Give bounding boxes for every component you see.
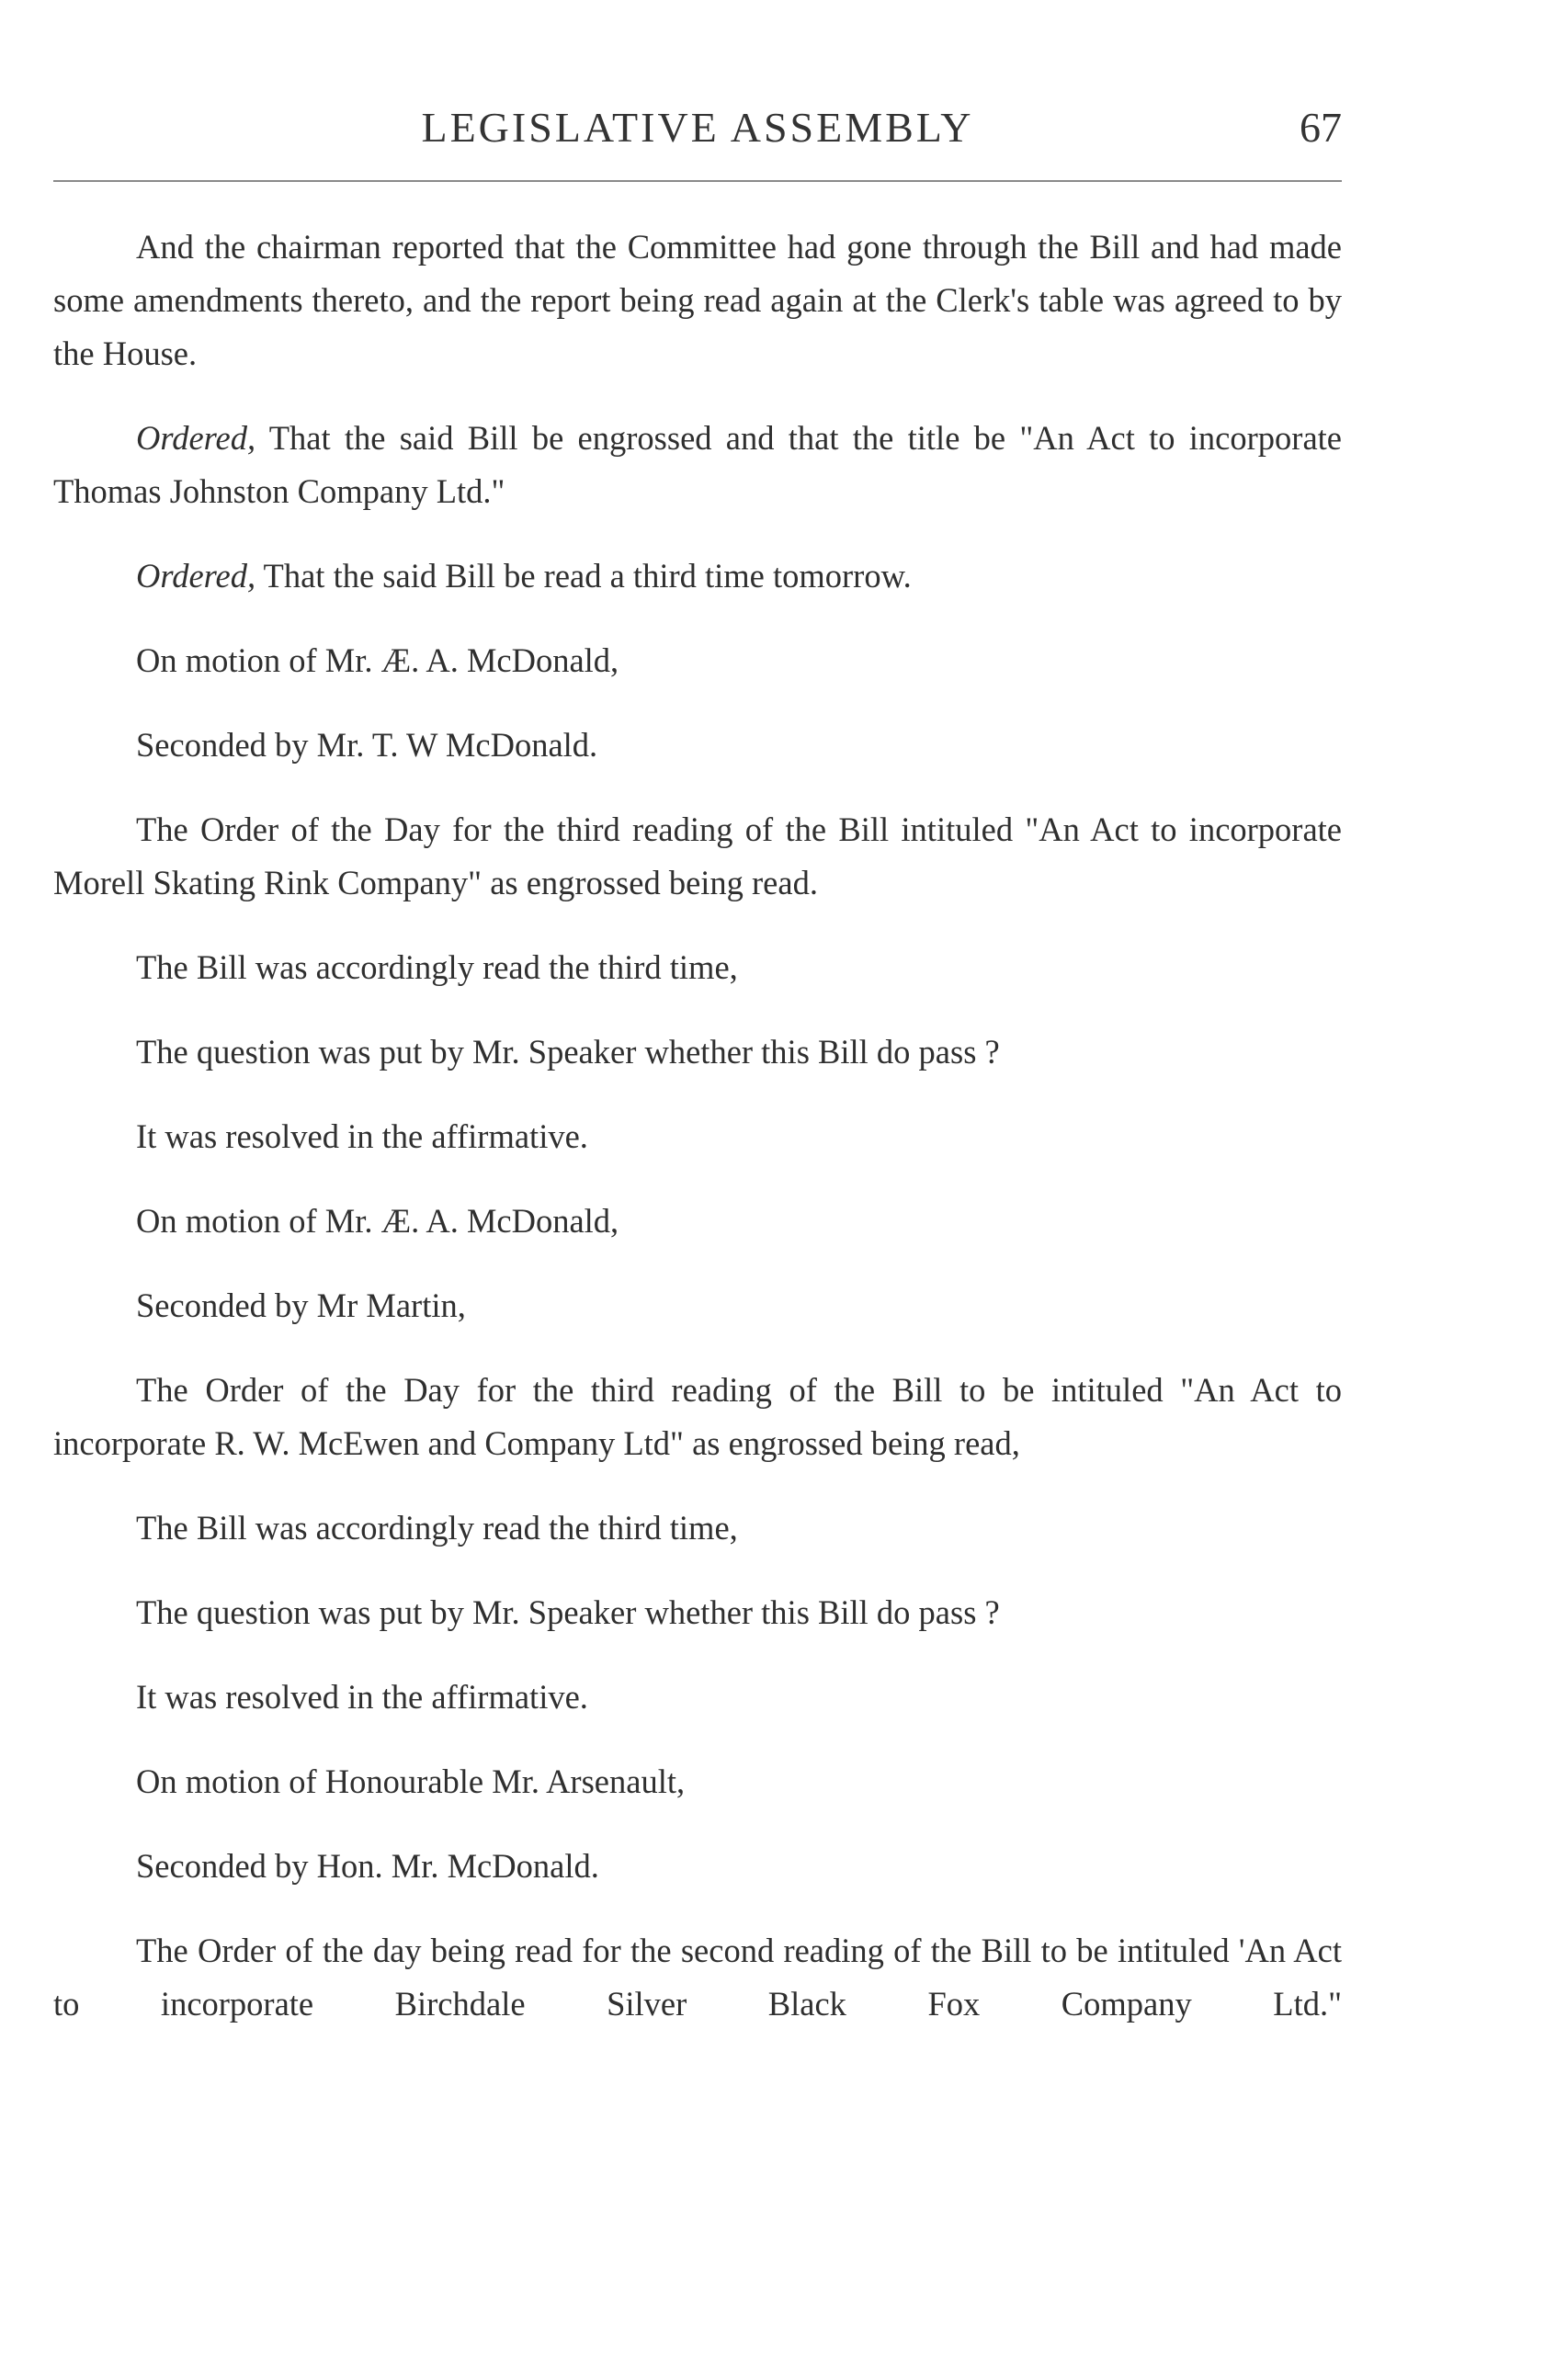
ordered-text: That the said Bill be read a third time tomorrow. [255, 557, 912, 595]
paragraph-committee-report: And the chairman reported that the Committee had gone through the Bill and had made some amendments thereto, and the report being read again at the Clerk's table was agreed to by the House. [53, 228, 1342, 372]
motion-line: On motion of Honourable Mr. Arsenault, [136, 1762, 686, 1800]
ordered-text: That the said Bill be engrossed and that the title be "An Act to incorporate Thomas Johnston Company Ltd." [53, 419, 1342, 510]
motion-line: On motion of Mr. Æ. A. McDonald, [136, 1202, 619, 1240]
question-line: The question was put by Mr. Speaker whether this Bill do pass ? [136, 1033, 1000, 1071]
paragraph-ordered-engrossed [53, 412, 1342, 518]
body-text [53, 221, 1342, 2062]
seconded-line: Seconded by Hon. Mr. McDonald. [136, 1847, 599, 1885]
paragraph-order-of-day: The Order of the Day for the third reading of the Bill to be intituled "An Act to incorporate R. W. McEwen and Company Ltd" as engrossed being read, [53, 1371, 1342, 1462]
paragraph-second-reading: The Order of the day being read for the second reading of the Bill to be intituled 'An Act to incorporate Birchdale Silver Black Fox Company Ltd." [53, 1932, 1342, 2023]
seconded-line: Seconded by Mr Martin, [136, 1286, 466, 1324]
seconded-line: Seconded by Mr. T. W McDonald. [136, 726, 598, 764]
page-header [53, 103, 1342, 158]
header-rule [53, 180, 1342, 182]
paragraph-ordered-third-reading [136, 550, 1342, 603]
ordered-label: Ordered, [136, 419, 256, 457]
resolved-line: It was resolved in the affirmative. [136, 1117, 588, 1155]
running-head: LEGISLATIVE ASSEMBLY [421, 104, 974, 151]
resolved-line: It was resolved in the affirmative. [136, 1678, 588, 1716]
paragraph-order-of-day: The Order of the Day for the third reading of the Bill intituled "An Act to incorporate Morell Skating Rink Company" as engrossed being read. [53, 810, 1342, 901]
question-line: The question was put by Mr. Speaker whether this Bill do pass ? [136, 1593, 1000, 1631]
page-number: 67 [1300, 104, 1342, 151]
ordered-label: Ordered, [136, 557, 256, 595]
bill-read-line: The Bill was accordingly read the third time, [136, 1509, 738, 1547]
motion-line: On motion of Mr. Æ. A. McDonald, [136, 641, 619, 679]
bill-read-line: The Bill was accordingly read the third time, [136, 948, 738, 986]
